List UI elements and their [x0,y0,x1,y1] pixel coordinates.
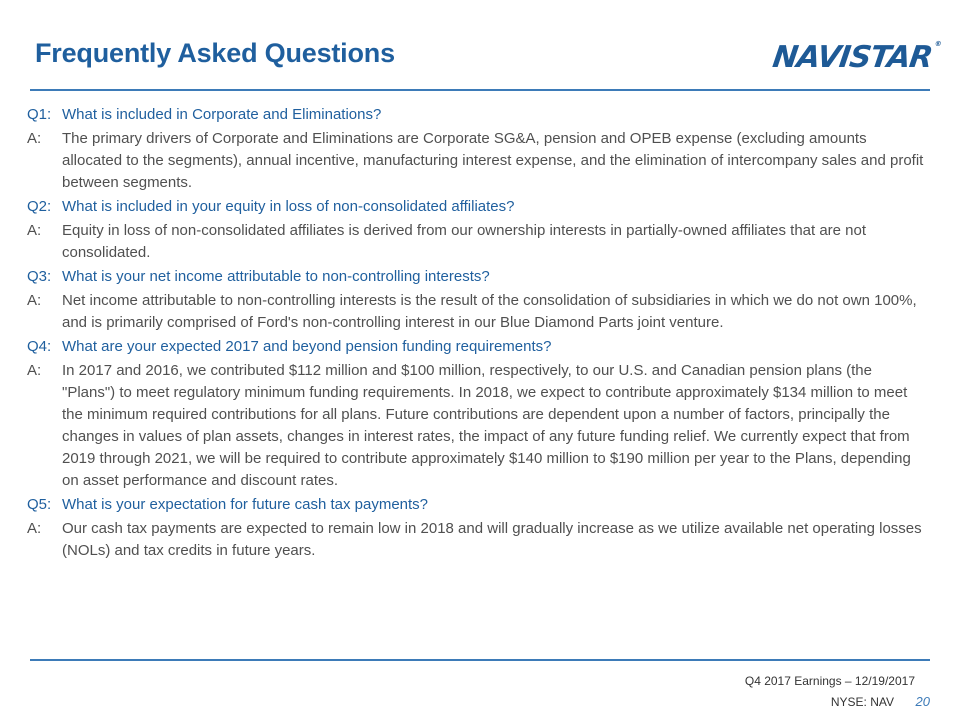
answer-label: A: [27,362,42,379]
answer-label: A: [27,222,42,239]
faq-answer-2 [27,220,927,264]
faq-answer-4 [27,360,927,492]
question-label: Q1: [27,106,52,123]
question-text: What is included in your equity in loss of non-consolidated affiliates? [62,198,515,215]
faq-answer-3 [27,290,927,334]
page-title: Frequently Asked Questions [35,38,395,68]
question-text: What is your net income attributable to non-controlling interests? [62,268,490,285]
answer-label: A: [27,292,42,309]
question-label: Q2: [27,198,52,215]
footer-event-date: Q4 2017 Earnings – 12/19/2017 [744,674,915,688]
header-divider [30,89,930,91]
faq-question-2 [27,196,927,218]
footer-divider [30,659,930,661]
registered-mark: ® [934,40,942,48]
answer-text: Our cash tax payments are expected to remain low in 2018 and will gradually increase as we utilize available net operating losses (NOLs) and tax credits in future years. [62,520,922,559]
faq-answer-1 [27,128,927,194]
question-text: What are your expected 2017 and beyond pension funding requirements? [62,338,552,355]
navistar-logo [771,40,942,75]
faq-question-1 [27,104,927,126]
logo-text: NAVISTAR [770,40,935,75]
answer-text: In 2017 and 2016, we contributed $112 million and $100 million, respectively, to our U.S. and Canadian pension plans (the "Plans") to meet regulatory minimum funding requirements. In 2018, we expect to contribute approximately $134 million to meet the minimum required contributions for all plans. Future contributions are dependent upon a number of factors, principally the changes in values of plan assets, changes in interest rates, the impact of any future funding relief. We currently expect that from 2019 through 2021, we will be required to contribute approximately $140 million to $190 million per year to the Plans, depending on asset performance and discount rates. [62,362,911,489]
answer-text: Equity in loss of non-consolidated affiliates is derived from our ownership interests in partially-owned affiliates that are not consolidated. [62,222,867,261]
answer-text: The primary drivers of Corporate and Eliminations are Corporate SG&A, pension and OPEB expense (excluding amounts allocated to the segments), annual incentive, manufacturing interest expense, and the elimination of intercompany sales and profit between segments. [62,130,924,191]
question-label: Q3: [27,268,52,285]
faq-list [27,103,927,564]
question-text: What is your expectation for future cash tax payments? [62,496,429,513]
page-number: 20 [915,694,930,709]
faq-question-5 [27,494,927,516]
footer-ticker: NYSE: NAV [830,695,894,709]
question-text: What is included in Corporate and Eliminations? [62,106,382,123]
faq-answer-5 [27,518,927,562]
answer-label: A: [27,520,42,537]
answer-text: Net income attributable to non-controlling interests is the result of the consolidation of subsidiaries in which we do not own 100%, and is primarily comprised of Ford's non-controlling interest in our Blue Diamond Parts joint venture. [62,292,917,331]
faq-question-3 [27,266,927,288]
faq-question-4 [27,336,927,358]
answer-label: A: [27,130,42,147]
question-label: Q5: [27,496,52,513]
question-label: Q4: [27,338,52,355]
